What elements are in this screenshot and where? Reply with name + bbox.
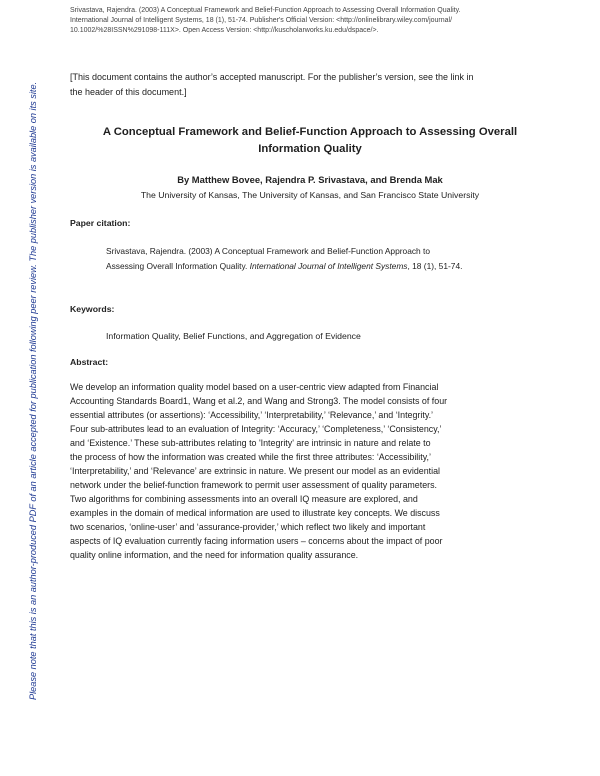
citation-volume: , 18 (1), 51-74. — [407, 261, 463, 271]
abstract-line: and ‘Existence.’ These sub-attributes relating to 'Integrity' are intrinsic in nature and relate to — [70, 438, 431, 448]
citation-text: Assessing Overall Information Quality. — [106, 261, 250, 271]
keywords-text: Information Quality, Belief Functions, and Aggregation of Evidence — [106, 331, 361, 341]
abstract-line: essential attributes (or assertions): ‘Accessibility,’ ‘Interpretability,’ ‘Relevance,’ and ‘Integrity.’ — [70, 410, 434, 420]
abstract-line: Accounting Standards Board1, Wang et al.2, and Wang and Strong3. The model consists of four — [70, 396, 448, 406]
header-note-line: 10.1002/%28ISSN%291098-111X>. Open Access Version: <http://kuscholarworks.ku.edu/dspace/>. — [70, 27, 379, 34]
header-note — [70, 6, 550, 36]
citation-label: Paper citation: — [70, 218, 131, 228]
abstract-line: two scenarios, ‘online-user’ and ‘assurance-provider,’ which reflect two likely and important — [70, 522, 426, 532]
paper-title — [70, 124, 550, 158]
title-line: A Conceptual Framework and Belief-Function Approach to Assessing Overall — [102, 126, 518, 138]
abstract-line: We develop an information quality model based on a user-centric view adapted from Financial — [70, 382, 439, 392]
side-note: Please note that this is an author-produced PDF of an article accepted for publication following peer review. The publisher version is available on its site. — [28, 81, 38, 700]
abstract-line: aspects of IQ evaluation currently facing information users – concerns about the impact of poor — [70, 536, 443, 546]
authors: By Matthew Bovee, Rajendra P. Srivastava, and Brenda Mak — [177, 174, 443, 185]
manuscript-note-line: [This document contains the author’s accepted manuscript. For the publisher’s version, see the link in — [70, 72, 474, 82]
manuscript-note — [70, 70, 550, 100]
journal-name: International Journal of Intelligent Systems — [249, 261, 408, 271]
abstract-line: Four sub-attributes lead to an evaluation of Integrity: ‘Accuracy,’ ‘Completeness,’ ‘Consistency,’ — [70, 424, 442, 434]
keywords-label: Keywords: — [70, 304, 115, 314]
manuscript-note-line: the header of this document.] — [70, 87, 187, 97]
abstract-line: ‘Interpretability,’ and ‘Relevance’ are extrinsic in nature. We present our model as an evidential — [70, 466, 440, 476]
abstract-label: Abstract: — [70, 357, 109, 367]
citation-line: Srivastava, Rajendra. (2003) A Conceptual Framework and Belief-Function Approach to — [106, 246, 431, 256]
abstract-line: examples in the domain of medical information are used to illustrate key concepts. We discuss — [70, 508, 440, 518]
abstract-line: Two algorithms for combining assessments into an overall IQ measure are explored, and — [70, 494, 418, 504]
abstract-body — [70, 380, 540, 562]
header-note-line: International Journal of Intelligent Systems, 18 (1), 51-74. Publisher's Official Version: <http://onlinelibrary.wiley.com/journal/ — [70, 17, 453, 24]
header-note-line: Srivastava, Rajendra. (2003) A Conceptual Framework and Belief-Function Approach to Assessing Overall Information Quality. — [70, 7, 461, 14]
abstract-line: network under the belief-function framework to permit user assessment of quality parameters. — [70, 480, 437, 490]
abstract-line: quality online information, and the need for information quality assurance. — [70, 550, 359, 560]
abstract-line: the process of how the information was created while the first three attributes: ‘Accessibility,’ — [70, 452, 431, 462]
citation — [106, 244, 546, 274]
citation-line — [106, 259, 546, 274]
affiliation: The University of Kansas, The University of Kansas, and San Francisco State University — [140, 190, 480, 200]
title-line: Information Quality — [258, 143, 362, 155]
